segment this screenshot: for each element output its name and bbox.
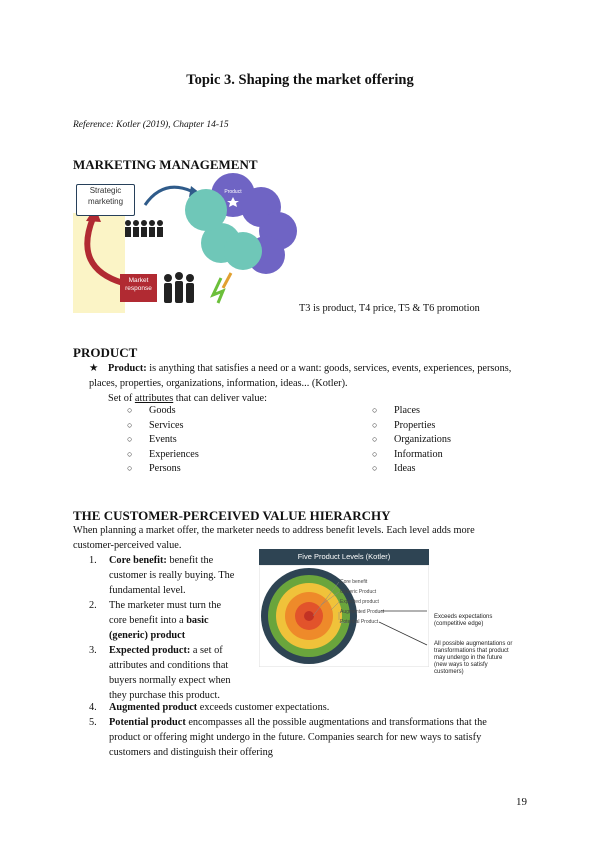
market-response-box: Market response (120, 274, 157, 302)
item-number: 3. (89, 645, 97, 656)
list-item (89, 598, 251, 643)
page-number: 19 (516, 796, 527, 808)
star-bullet-icon: ★ (89, 363, 99, 374)
callout-augmented (434, 614, 492, 628)
attributes-line (108, 391, 267, 406)
item-text: core benefit into a (109, 615, 184, 626)
hierarchy-list (89, 553, 251, 703)
list-item (89, 553, 251, 598)
level-label: Core benefit (340, 579, 368, 585)
value-items-left (127, 405, 199, 478)
diagram-caption: T3 is product, T4 price, T5 & T6 promotion (299, 303, 480, 314)
page-title: Topic 3. Shaping the market offering (186, 72, 414, 88)
people-icon (125, 220, 163, 237)
item-term: Core benefit: (109, 555, 167, 566)
marketing-management-heading: MARKETING MANAGEMENT (73, 157, 258, 172)
item-term: Augmented product (109, 702, 198, 713)
callout-line: customers) (434, 669, 464, 675)
item-text: benefit the (169, 555, 214, 566)
reference: Reference: Kotler (2019), Chapter 14-15 (73, 120, 229, 130)
list-item (89, 715, 529, 730)
item-number: 2. (89, 600, 97, 611)
item-text: customers and distinguish their offering (109, 747, 273, 758)
callout-line: (competitive edge) (434, 621, 484, 627)
callout-line: Exceeds expectations (434, 614, 493, 620)
callout-line: All possible augmentations or (434, 641, 513, 647)
product-heading: PRODUCT (73, 345, 138, 360)
level-label: Augmented Product (340, 609, 385, 615)
intro-line: When planning a market offer, the marketer needs to address benefit levels. Each level adds more (73, 525, 475, 536)
svg-text:Product: Product (224, 189, 242, 195)
item-text: product or offering might undergo in the future. Companies search for new ways to satisfy (109, 732, 482, 743)
list-item: ○ Events (127, 434, 199, 449)
callout-line: may undergo in the future (434, 655, 503, 661)
value-items-right (372, 405, 451, 478)
item-text: The marketer must turn the (109, 600, 222, 611)
callout-potential (434, 641, 512, 676)
level-label: Generic Product (340, 589, 377, 595)
attributes-prefix: Set of (108, 393, 135, 404)
item-text: a set of (192, 645, 223, 656)
figure-title: Five Product Levels (Kotler) (259, 549, 429, 565)
list-item: ○ Properties (372, 420, 451, 435)
item-term: Expected product: (109, 645, 191, 656)
item-term: basic (186, 615, 209, 626)
item-text: they purchase this product. (109, 690, 220, 701)
list-item: ○ Experiences (127, 449, 199, 464)
callout-line: (new ways to satisfy (434, 662, 488, 668)
group-icon (164, 272, 194, 303)
product-definition (89, 361, 527, 391)
item-number: 4. (89, 702, 97, 713)
level-label: Potential Product (340, 619, 379, 625)
item-text: customer is really buying. The (109, 570, 235, 581)
item-text: buyers normally expect when (109, 675, 231, 686)
item-text: encompasses all the possible augmentations and transformations that the (185, 717, 487, 728)
item-text: exceeds customer expectations. (197, 702, 330, 713)
item-text: fundamental level. (109, 585, 186, 596)
list-item (89, 643, 251, 703)
hierarchy-list-tail (89, 700, 529, 760)
list-item (89, 700, 529, 715)
item-term: (generic) product (109, 630, 186, 641)
list-item: ○ Goods (127, 405, 199, 420)
callout-line: transformations that product (434, 648, 509, 654)
list-item: ○ Places (372, 405, 451, 420)
strategic-marketing-box: Strategic marketing (76, 184, 135, 216)
product-definition-text: is anything that satisfies a need or a want: goods, services, events, experiences, persons, places, properties, organizations, information, ideas... (Kotler). (89, 363, 512, 389)
list-item: ○ Ideas (372, 463, 451, 478)
marketing-diagram (73, 173, 298, 313)
product-term: Product: (108, 363, 147, 374)
list-item: ○ Information (372, 449, 451, 464)
list-item: ○ Persons (127, 463, 199, 478)
item-text: attributes and conditions that (109, 660, 229, 671)
item-number: 1. (89, 555, 97, 566)
list-item: ○ Organizations (372, 434, 451, 449)
list-item: ○ Services (127, 420, 199, 435)
level-label: Expected product (340, 599, 379, 605)
hierarchy-heading: THE CUSTOMER-PERCEIVED VALUE HIERARCHY (73, 508, 391, 523)
item-term: Potential product (109, 717, 186, 728)
attributes-link[interactable]: attributes (134, 393, 174, 404)
item-number: 5. (89, 717, 97, 728)
attributes-suffix: that can deliver value: (173, 393, 267, 404)
intro-line: customer-perceived value. (73, 540, 182, 551)
